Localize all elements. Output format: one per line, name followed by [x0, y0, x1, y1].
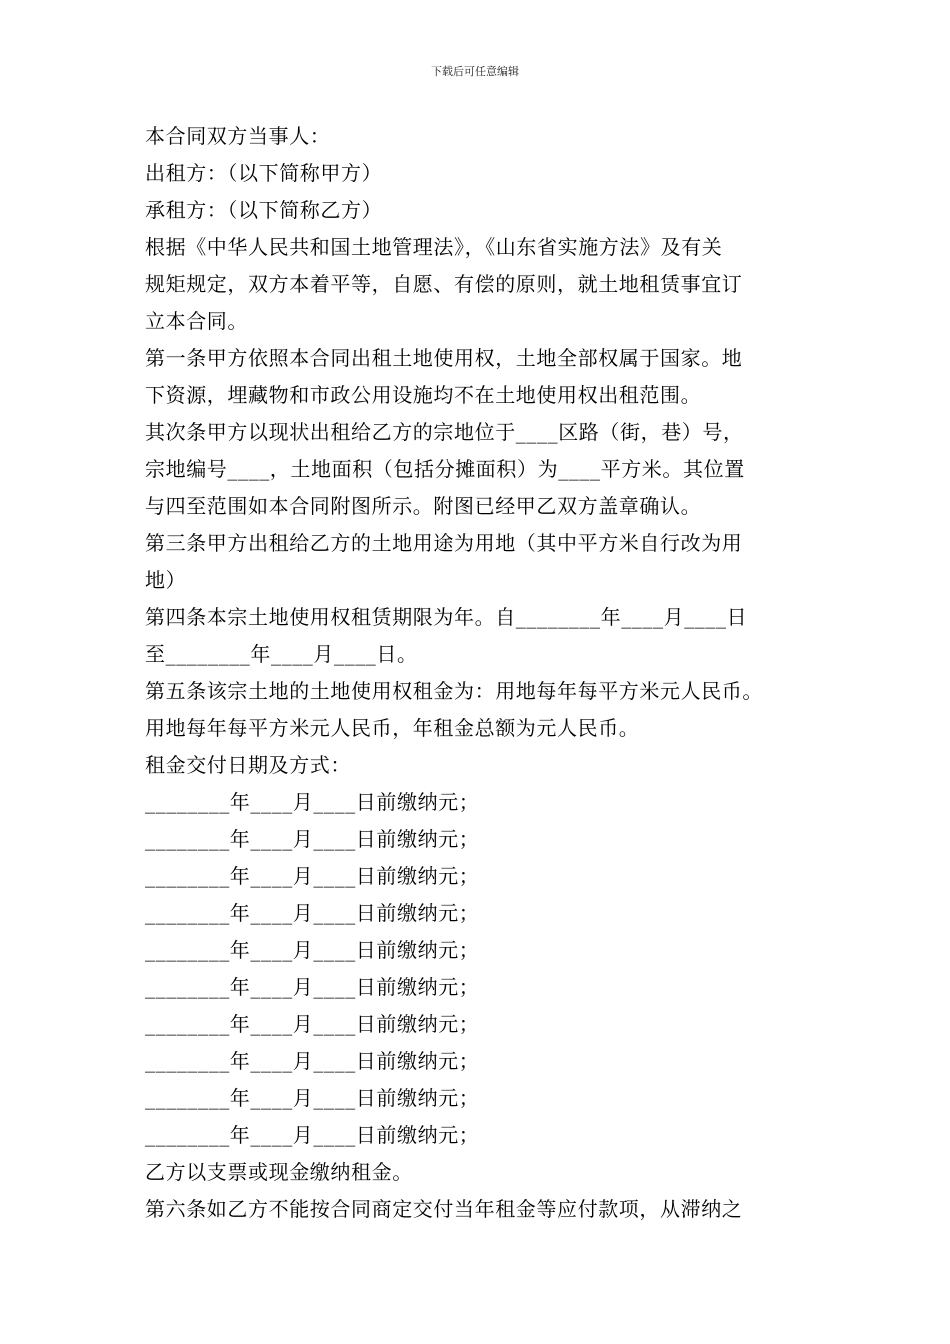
- text-line: 用地每年每平方米元人民币，年租金总额为元人民币。: [145, 716, 640, 740]
- text-line: 租金交付日期及方式：: [145, 753, 351, 777]
- text-line: 至________年____月____日。: [145, 642, 418, 666]
- payment-line: ________年____月____日前缴纳元；: [145, 1012, 480, 1036]
- text-line: 第五条该宗土地的土地使用权租金为：用地每年每平方米元人民币。: [145, 679, 763, 703]
- text-line: 与四至范围如本合同附图所示。附图已经甲乙双方盖章确认。: [145, 494, 702, 518]
- payment-line: ________年____月____日前缴纳元；: [145, 1049, 480, 1073]
- text-line: 宗地编号____，土地面积（包括分摊面积）为____平方米。其位置: [145, 457, 745, 481]
- text-line: 其次条甲方以现状出租给乙方的宗地位于____区路（街，巷）号，: [145, 420, 744, 444]
- text-line: 第六条如乙方不能按合同商定交付当年租金等应付款项，从滞纳之: [145, 1197, 743, 1221]
- text-line: 本合同双方当事人：: [145, 124, 331, 148]
- payment-line: ________年____月____日前缴纳元；: [145, 938, 480, 962]
- text-line: 第四条本宗土地使用权租赁期限为年。自________年____月____日: [145, 605, 748, 629]
- payment-line: ________年____月____日前缴纳元；: [145, 827, 480, 851]
- text-line: 立本合同。: [145, 309, 248, 333]
- text-line: 第三条甲方出租给乙方的土地用途为用地（其中平方米自行改为用: [145, 531, 743, 555]
- payment-line: ________年____月____日前缴纳元；: [145, 1086, 480, 1110]
- text-line: 规矩规定，双方本着平等，自愿、有偿的原则，就土地租赁事宜订: [145, 272, 743, 296]
- text-line: 下资源，埋藏物和市政公用设施均不在土地使用权出租范围。: [145, 383, 702, 407]
- contract-body: [145, 118, 835, 1228]
- text-line: 出租方：（以下简称甲方）: [145, 161, 383, 185]
- text-line: 承租方：（以下简称乙方）: [145, 198, 383, 222]
- payment-line: ________年____月____日前缴纳元；: [145, 901, 480, 925]
- text-line: 地）: [145, 568, 187, 592]
- text-line: 乙方以支票或现金缴纳租金。: [145, 1160, 413, 1184]
- payment-line: ________年____月____日前缴纳元；: [145, 975, 480, 999]
- text-line: 根据《中华人民共和国土地管理法》，《山东省实施方法》及有关: [145, 235, 723, 259]
- payment-line: ________年____月____日前缴纳元；: [145, 1123, 480, 1147]
- payment-line: ________年____月____日前缴纳元；: [145, 864, 480, 888]
- payment-line: ________年____月____日前缴纳元；: [145, 790, 480, 814]
- page-header: 下载后可任意编辑: [431, 65, 519, 78]
- text-line: 第一条甲方依照本合同出租土地使用权，土地全部权属于国家。地: [145, 346, 743, 370]
